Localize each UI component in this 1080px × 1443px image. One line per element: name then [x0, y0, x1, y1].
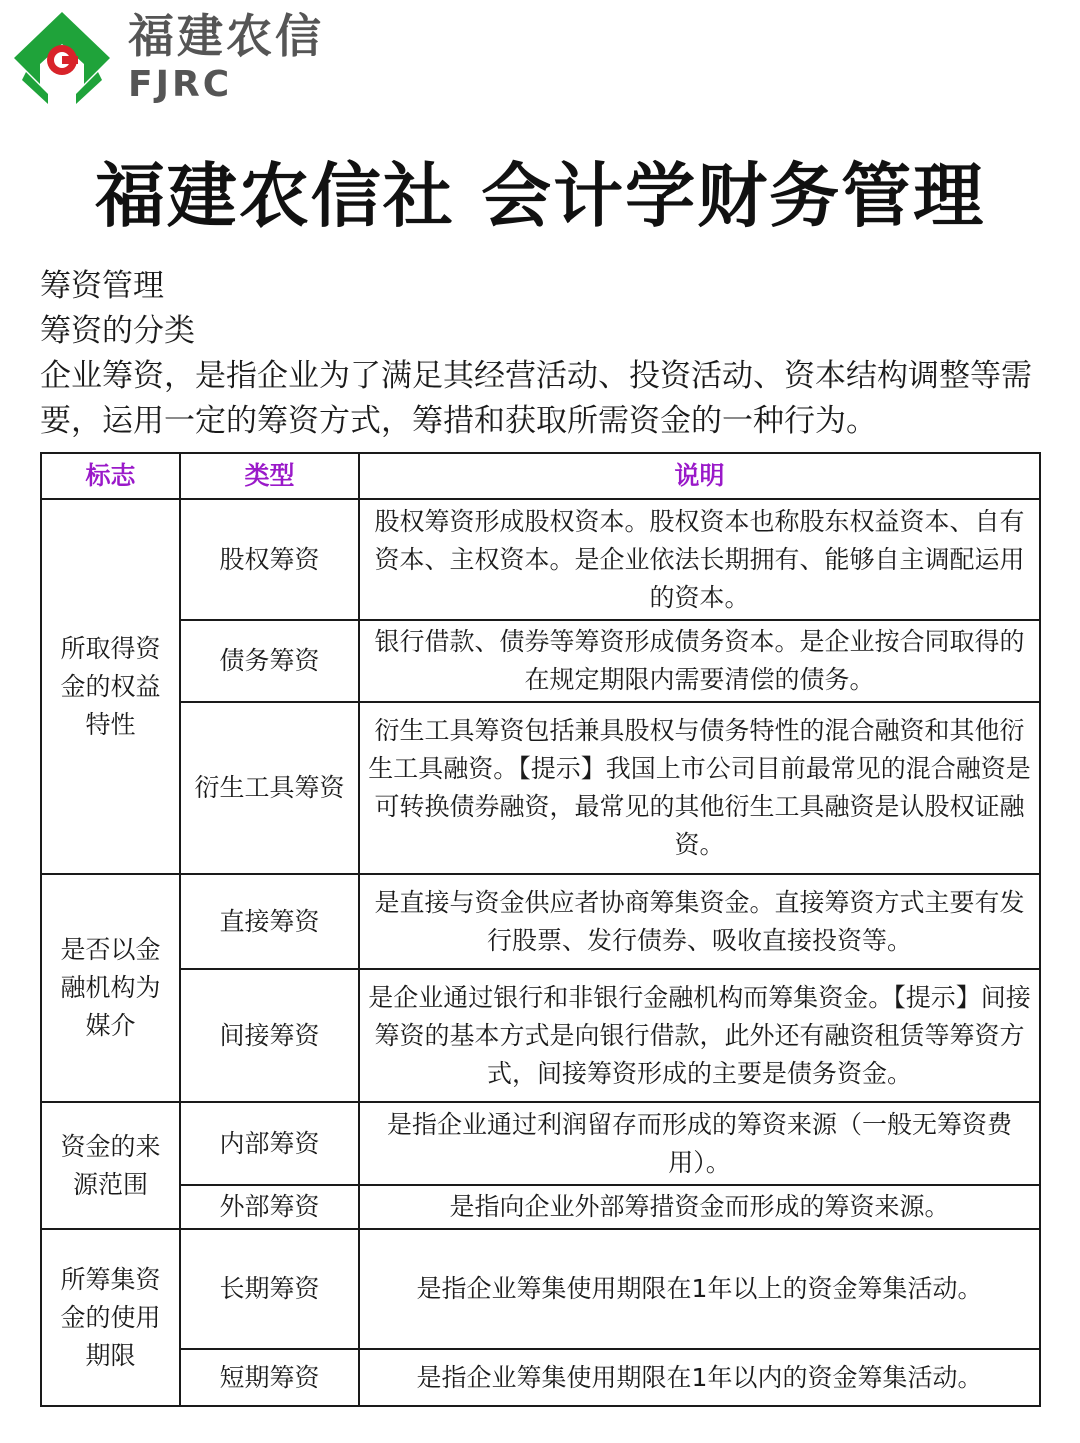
type-cell: 外部筹资: [180, 1185, 359, 1229]
desc-cell: 是指企业筹集使用期限在1年以内的资金筹集活动。: [359, 1349, 1040, 1406]
intro-paragraph: 企业筹资，是指企业为了满足其经营活动、投资活动、资本结构调整等需要，运用一定的筹资方式，筹措和获取所需资金的一种行为。: [40, 358, 1032, 439]
financing-classification-table: [40, 452, 1041, 1407]
page-title: 福建农信社 会计学财务管理: [94, 155, 986, 237]
desc-cell: 衍生工具筹资包括兼具股权与债务特性的混合融资和其他衍生工具融资。【提示】我国上市公司目前最常见的混合融资是可转换债券融资，最常见的其他衍生工具融资是认股权证融资。: [359, 702, 1040, 874]
table-row: [41, 1229, 1040, 1349]
desc-cell: 是直接与资金供应者协商筹集资金。直接筹资方式主要有发行股票、发行债券、吸收直接投资等。: [359, 874, 1040, 969]
header-type: 类型: [180, 453, 359, 499]
table-header-row: [41, 453, 1040, 499]
logo-name-cn: 福建农信: [128, 9, 324, 63]
intro-section: [40, 264, 1050, 444]
header-desc: 说明: [359, 453, 1040, 499]
fjrc-emblem-icon: [12, 10, 112, 106]
desc-cell: 银行借款、债券等筹资形成债务资本。是企业按合同取得的在规定期限内需要清偿的债务。: [359, 620, 1040, 702]
type-cell: 债务筹资: [180, 620, 359, 702]
desc-cell: 是指向企业外部筹措资金而形成的筹资来源。: [359, 1185, 1040, 1229]
type-cell: 衍生工具筹资: [180, 702, 359, 874]
group-mark-equity: 所取得资金的权益特性: [41, 499, 180, 874]
group-mark-intermediary: 是否以金融机构为媒介: [41, 874, 180, 1102]
type-cell: 间接筹资: [180, 969, 359, 1102]
desc-cell: 是指企业通过利润留存而形成的筹资来源（一般无筹资费用）。: [359, 1102, 1040, 1185]
type-cell: 内部筹资: [180, 1102, 359, 1185]
desc-cell: 是指企业筹集使用期限在1年以上的资金筹集活动。: [359, 1229, 1040, 1349]
type-cell: 股权筹资: [180, 499, 359, 620]
desc-cell: 是企业通过银行和非银行金融机构而筹集资金。【提示】间接筹资的基本方式是向银行借款，此外还有融资租赁等筹资方式，间接筹资形成的主要是债务资金。: [359, 969, 1040, 1102]
type-cell: 短期筹资: [180, 1349, 359, 1406]
header-mark: 标志: [41, 453, 180, 499]
table-row: [41, 1102, 1040, 1185]
subsection-heading: 筹资的分类: [40, 313, 195, 349]
section-heading: 筹资管理: [40, 268, 164, 304]
table-row: [41, 1185, 1040, 1229]
table-row: [41, 874, 1040, 969]
type-cell: 直接筹资: [180, 874, 359, 969]
fjrc-logo: [12, 8, 342, 108]
table-row: [41, 702, 1040, 874]
group-mark-source: 资金的来源范围: [41, 1102, 180, 1229]
table-row: [41, 1349, 1040, 1406]
table-row: [41, 499, 1040, 620]
type-cell: 长期筹资: [180, 1229, 359, 1349]
group-mark-term: 所筹集资金的使用期限: [41, 1229, 180, 1406]
table-row: [41, 969, 1040, 1102]
logo-name-en: FJRC: [128, 64, 233, 105]
desc-cell: 股权筹资形成股权资本。股权资本也称股东权益资本、自有资本、主权资本。是企业依法长期拥有、能够自主调配运用的资本。: [359, 499, 1040, 620]
table-row: [41, 620, 1040, 702]
